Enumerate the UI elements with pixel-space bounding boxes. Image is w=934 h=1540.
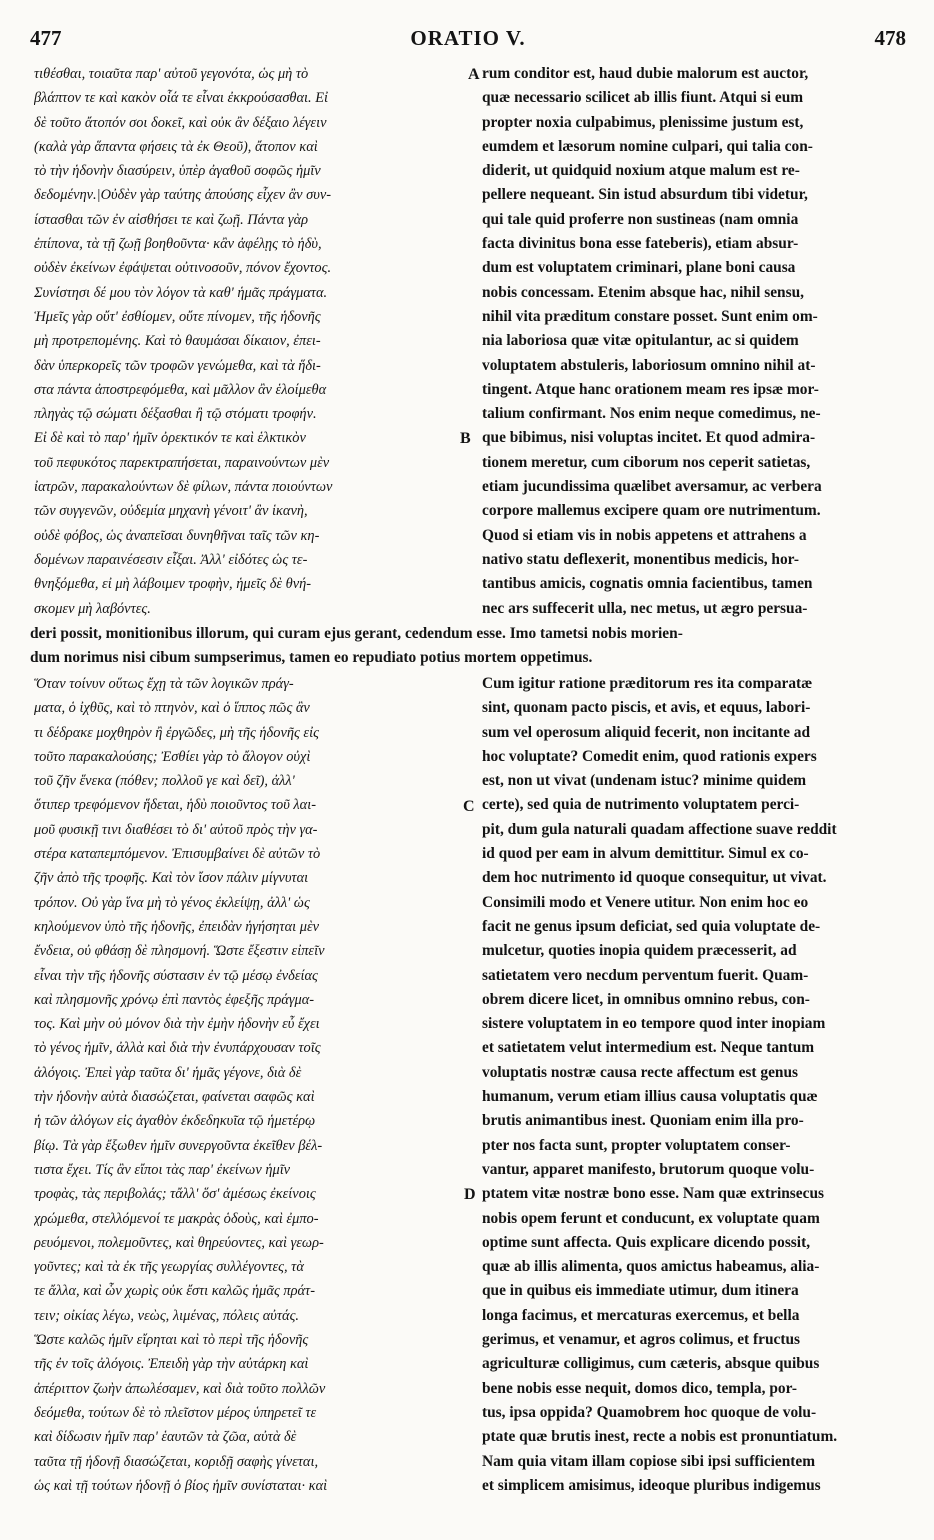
greek-text-line: χρώμεθα, στελλόμενοί τε μακρὰς ὁδοὺς, καὶ ἐμπο- bbox=[34, 1210, 319, 1227]
greek-text-line: ἐπίπονα, τὰ τῇ ζωῇ βοηθοῦντα· κἂν ἀφέλῃς τὸ ἡδὺ, bbox=[34, 236, 322, 253]
latin-text-line: ptate quæ brutis inest, recte a nobis est pronuntiatum. bbox=[482, 1428, 838, 1446]
greek-text-line: ἀλόγοις. Ἐπεὶ γὰρ ταῦτα δι' ἡμᾶς γέγονε, διὰ δὲ bbox=[34, 1064, 302, 1081]
latin-text-line: deri possit, monitionibus illorum, qui curam ejus gerant, cedendum esse. Imo tametsi nobis morien- bbox=[30, 625, 683, 642]
greek-text-line: τι δέδρακε μοχθηρὸν ἢ ἐργῶδες, μὴ τῆς ἡδονῆς εἰς bbox=[34, 724, 319, 741]
latin-text-line: et simplicem amisimus, ideoque pluribus indigemus bbox=[482, 1476, 821, 1494]
greek-column-top bbox=[34, 62, 466, 622]
greek-text-line: δομένων παραινέσεσιν εἶξαι. Ἀλλ' εἰδότες ὡς τε- bbox=[34, 551, 308, 568]
latin-text-line: tingent. Atque hanc orationem meam res ipsæ mor- bbox=[482, 380, 819, 398]
latin-text-line: sistere voluptatem in eo tempore quod inter inopiam bbox=[482, 1015, 826, 1033]
latin-text-line: nihil vita præditum constare posset. Sunt enim om- bbox=[482, 307, 818, 325]
latin-text-line: Consimili modo et Venere utitur. Non enim hoc eo bbox=[482, 893, 809, 911]
greek-text-line: ἡ τῶν ἀλόγων εἰς ἀγαθὸν ἐκδεδηκυῖα τῷ ἡμετέρῳ bbox=[34, 1113, 316, 1130]
greek-text-line: ζῆν ἀπὸ τῆς τροφῆς. Καὶ τὸν ἴσον πάλιν μίγνυται bbox=[34, 870, 309, 887]
latin-text-line: sint, quonam pacto piscis, et avis, et equus, labori- bbox=[482, 699, 811, 717]
latin-text-line: hoc voluptate? Comedit enim, quod rationis expers bbox=[482, 747, 817, 765]
greek-text-line: δεόμεθα, τούτων δὲ τὸ πλεῖστον μέρος ὑπηρετεῖ τε bbox=[34, 1404, 317, 1421]
greek-text-line: οὐδὲν ἐκείνων ἐφάψεται οὐτινοσοῦν, πόνον ἔχοντος. bbox=[34, 260, 332, 277]
latin-text-line: nec ars suffecerit ulla, nec metus, ut ægro persua- bbox=[482, 599, 808, 617]
latin-text-line: voluptatem abstuleris, laboriosum omnino nihil at- bbox=[482, 356, 816, 374]
greek-text-line: ταῦτα τῇ ἡδονῇ διασώζεται, κοριδῇ σαφὴς γίνεται, bbox=[34, 1453, 319, 1470]
greek-text-line: Ἡμεῖς γὰρ οὔτ' ἐσθίομεν, οὔτε πίνομεν, τῆς ἡδονῆς bbox=[34, 308, 321, 325]
latin-text-line: gerimus, et venamur, et agros colimus, et fructus bbox=[482, 1331, 801, 1349]
latin-text-line: vantur, apparet manifesto, brutorum quoque volu- bbox=[482, 1160, 815, 1178]
latin-text-line: et satietatem velut intermedium est. Neque tantum bbox=[482, 1039, 815, 1057]
margin-letter-c: C bbox=[463, 798, 475, 815]
latin-text-line: sum vel operosum aliquid fecerit, non incitante ad bbox=[482, 723, 811, 741]
greek-text-line: οὐδὲ φόβος, ὡς ἀναπεῖσαι δυνηθῆναι ταῖς τῶν κη- bbox=[34, 527, 320, 544]
latin-text-line: que in quibus eis immediate utimur, dum itinera bbox=[482, 1282, 799, 1300]
latin-text-line: optime sunt affecta. Quis explicare dicendo possit, bbox=[482, 1233, 811, 1251]
latin-text-line: rum conditor est, haud dubie malorum est auctor, bbox=[482, 65, 809, 82]
latin-text-line: dem hoc nutrimento id quoque consequitur, ut vivat. bbox=[482, 869, 827, 887]
margin-letter-a: A bbox=[468, 66, 480, 83]
latin-text-line: qui tale quid proferre non sustineas (nam omnia bbox=[482, 210, 799, 228]
greek-text-line: (καλὰ γὰρ ἅπαντα φήσεις τὰ ἐκ Θεοῦ), ἄτοπον καὶ bbox=[34, 138, 318, 155]
latin-text-line: dum est voluptatem criminari, plane boni causa bbox=[482, 259, 796, 277]
latin-text-line: talium confirmant. Nos enim neque comedimus, ne- bbox=[482, 405, 821, 423]
greek-text-line: τειν; οἰκίας λέγω, νεὼς, λιμένας, πόλεις αὐτάς. bbox=[34, 1307, 300, 1324]
greek-text-line: τῆς ἐν τοῖς ἀλόγοις. Ἐπειδὴ γὰρ τὴν αὐτάρκη καὶ bbox=[34, 1356, 309, 1373]
latin-text-line: voluptatis nostræ causa recte affectum est genus bbox=[482, 1063, 799, 1081]
greek-text-line: σκομεν μὴ λαβόντες. bbox=[34, 600, 151, 617]
latin-text-line: pellere nequeant. Sin istud absurdum tibi videtur, bbox=[482, 186, 808, 204]
greek-text-line: τρόπον. Οὐ γὰρ ἵνα μὴ τὸ γένος ἐκλείψῃ, ἀλλ' ὡς bbox=[34, 894, 310, 911]
latin-text-line: quæ necessario scilicet ab illis fiunt. Atqui si eum bbox=[482, 89, 804, 107]
greek-text-line: ἔνδεια, οὐ φθάσῃ δὲ πλησμονή. Ὥστε ἔξεστιν εἰπεῖν bbox=[34, 943, 325, 960]
running-title: ORATIO V. bbox=[410, 26, 526, 50]
greek-text-line: τιθέσθαι, τοιαῦτα παρ' αὐτοῦ γεγονότα, ὡς μὴ τὸ bbox=[34, 66, 309, 82]
greek-text-line: τὸ γένος ἡμῖν, ἀλλὰ καὶ διὰ τὴν ἐνυπάρχουσαν τοῖς bbox=[34, 1040, 321, 1057]
latin-text-line: nobis opem ferunt et conducunt, ex voluptate quam bbox=[482, 1209, 820, 1227]
greek-text-line: τιστα ἔχει. Τίς ἂν εἴποι τὰς παρ' ἐκείνων ἡμῖν bbox=[34, 1161, 291, 1178]
margin-letter-d: D bbox=[464, 1186, 476, 1203]
latin-text-line: est, non ut vivat (undenam istuc? minime quidem bbox=[482, 772, 807, 790]
latin-text-line: tionem meretur, cum ciborum nos ceperit satietas, bbox=[482, 453, 811, 471]
greek-text-line: τὸ τὴν ἡδονὴν διασύρειν, ὑπὲρ ἀγαθοῦ σοφῶς ἡμῖν bbox=[34, 163, 321, 180]
latin-text-line: nativo statu deflexerit, monentibus medicis, hor- bbox=[482, 550, 800, 568]
latin-text-line: facit ne genus ipsum deficiat, sed quia voluptate de- bbox=[482, 917, 821, 935]
latin-column-bottom bbox=[482, 672, 906, 1532]
latin-text-line: pter nos facta sunt, propter voluptatem conser- bbox=[482, 1136, 791, 1154]
latin-text-line: dum norimus nisi cibum sumpserimus, tamen eo repudiato potius mortem oppetimus. bbox=[30, 649, 593, 667]
greek-text-line: δὰν ὑπερκορεῖς τῶν τροφῶν γενώμεθα, καὶ τὰ ἥδι- bbox=[34, 357, 321, 374]
greek-text-line: δεδομένην.|Οὐδὲν γὰρ ταύτης ἀπούσης εἶχεν ἂν συν- bbox=[34, 187, 332, 204]
greek-text-line: μοῦ φυσικῇ τινι διαθέσει τὸ δι' αὐτοῦ πρὸς τὴν γα- bbox=[34, 821, 318, 838]
greek-text-line: δὲ τοῦτο ἄτοπόν σοι δοκεῖ, καὶ οὐκ ἂν δέξαιο λέγειν bbox=[34, 114, 327, 131]
greek-text-line: στέρα καταπεμπόμενον. Ἐπισυμβαίνει δὲ αὐτῶν τὸ bbox=[34, 846, 321, 863]
latin-text-line: diderit, ut quidquid noxium atque malum est re- bbox=[482, 162, 800, 180]
latin-column-top bbox=[482, 62, 906, 622]
greek-text-line: ρευόμενοι, πολεμοῦντες, καὶ θηρεύοντες, καὶ γεωρ- bbox=[34, 1234, 324, 1251]
latin-fullwidth-paragraph bbox=[30, 622, 910, 672]
latin-text-line: Cum igitur ratione præditorum res ita comparatæ bbox=[482, 675, 813, 692]
greek-text-line: βλάπτον τε καὶ κακὸν οἷά τε εἶναι ἐκκρούσασθαι. Εἰ bbox=[34, 90, 329, 107]
greek-text-line: τοῦτο παρακαλούσης; Ἐσθίει γὰρ τὸ ἄλογον οὐχὶ bbox=[34, 748, 311, 765]
page-header bbox=[30, 22, 906, 56]
greek-text-line: ἀπέριττον ζωὴν ἀπωλέσαμεν, καὶ διὰ τοῦτο πολλῶν bbox=[34, 1380, 326, 1397]
latin-text-line: humanum, verum etiam illius causa voluptatis quæ bbox=[482, 1088, 818, 1106]
latin-text-line: Nam quia vitam illam copiose sibi ipsi sufficientem bbox=[482, 1452, 816, 1470]
greek-text-line: τροφὰς, τὰς περιβολάς; τἄλλ' ὅσ' ἀμέσως ἐκείνοις bbox=[34, 1186, 316, 1203]
greek-text-line: Ὥστε καλῶς ἡμῖν εἴρηται καὶ τὸ περὶ τῆς ἡδονῆς bbox=[34, 1332, 309, 1349]
latin-text-line: obrem dicere licet, in omnibus omnino rebus, con- bbox=[482, 990, 810, 1008]
greek-text-line: μὴ προτρεπομένης. Καὶ τὸ θαυμάσαι δίκαιον, ἐπει- bbox=[34, 333, 321, 350]
greek-text-line: ίστασθαι τῶν ἐν αἰσθήσει τε καὶ ζωῇ. Πάντα γὰρ bbox=[34, 211, 309, 228]
greek-text-line: Ὅταν τοίνυν οὕτως ἔχῃ τὰ τῶν λογικῶν πράγ- bbox=[34, 676, 294, 692]
greek-text-line: εἶναι τὴν τῆς ἡδονῆς σύστασιν ἐν τῷ μέσῳ ἐνδείας bbox=[34, 967, 318, 984]
latin-text-line: pit, dum gula naturali quadam affectione suave reddit bbox=[482, 820, 837, 838]
latin-text-line: facta divinitus bona esse fateberis), etiam absur- bbox=[482, 235, 799, 253]
greek-text-line: βίῳ. Τὰ γὰρ ἔξωθεν ἡμῖν συνεργοῦντα ἐκεῖθεν βέλ- bbox=[34, 1137, 323, 1154]
latin-text-line: que bibimus, nisi voluptas incitet. Et quod admira- bbox=[482, 429, 816, 447]
greek-text-line: τὴν ἡδονὴν αὐτὰ διασώζεται, φαίνεται σαφῶς καὶ bbox=[34, 1089, 315, 1106]
greek-text-line: ὅτιπερ τρεφόμενον ἥδεται, ἡδὺ ποιοῦντος τοῦ λαι- bbox=[34, 797, 317, 814]
greek-text-line: κηλούμενον ὑπὸ τῆς ἡδονῆς, ἐπειδὰν ἡγήσηται μὲν bbox=[34, 918, 320, 935]
latin-text-line: propter noxia culpabimus, plenissime justum est, bbox=[482, 113, 804, 131]
latin-text-line: brutis animantibus inest. Quoniam enim illa pro- bbox=[482, 1112, 804, 1130]
latin-text-line: corpore mallemus excipere quam ore nutrimentum. bbox=[482, 502, 821, 520]
latin-text-line: nia laboriosa quæ vitæ opitulantur, ac si quidem bbox=[482, 332, 799, 350]
latin-text-line: etiam jucundissima quælibet aversamur, ac verbera bbox=[482, 478, 822, 496]
margin-letter-b: B bbox=[460, 430, 471, 447]
latin-text-line: certe), sed quia de nutrimento voluptatem perci- bbox=[482, 796, 800, 814]
greek-text-line: τοῦ πεφυκότος παρεκτραπήσεται, παραινούντων μὲν bbox=[34, 454, 330, 471]
page-number-right: 478 bbox=[874, 26, 906, 50]
latin-text-line: nobis concessam. Etenim absque hac, nihil sensu, bbox=[482, 283, 804, 301]
latin-text-line: Quod si etiam vis in nobis appetens et attrahens a bbox=[482, 526, 807, 544]
latin-text-line: longa facimus, et mercaturas exercemus, et bella bbox=[482, 1306, 800, 1324]
latin-text-line: mulcetur, quoties inopia quidem præcesserit, ad bbox=[482, 942, 797, 960]
latin-text-line: id quod per eam in alvum demittitur. Simul ex co- bbox=[482, 845, 809, 863]
latin-text-line: ptatem vitæ nostræ bono esse. Nam quæ extrinsecus bbox=[482, 1185, 824, 1203]
latin-text-line: tus, ipsa oppida? Quamobrem hoc quoque de volu- bbox=[482, 1403, 817, 1421]
greek-text-line: τος. Καὶ μὴν οὐ μόνον διὰ τὴν ἐμὴν ἡδονὴν εὖ ἔχει bbox=[34, 1016, 320, 1033]
greek-text-line: πληγὰς τῷ σώματι δέξασθαι ἢ τῷ στόματι τροφήν. bbox=[34, 406, 317, 423]
greek-text-line: τῶν συγγενῶν, οὐδεμία μηχανὴ γένοιτ' ἂν ἱκανὴ, bbox=[34, 503, 308, 520]
greek-text-line: τε ἄλλα, καὶ ὧν χωρὶς οὐκ ἔστι καλῶς ἡμᾶς πράτ- bbox=[34, 1283, 315, 1300]
latin-text-line: agriculturæ colligimus, cum cæteris, absque quibus bbox=[482, 1355, 820, 1373]
greek-text-line: στα πάντα ἀποστρεφόμεθα, καὶ μᾶλλον ἂν ἑλοίμεθα bbox=[34, 381, 327, 398]
latin-text-line: tantibus amicis, cognatis omnia facientibus, tamen bbox=[482, 575, 813, 593]
latin-text-line: quæ ab illis alimenta, quos amictus habeamus, alia- bbox=[482, 1258, 820, 1276]
greek-text-line: Εἰ δὲ καὶ τὸ παρ' ἡμῖν ὀρεκτικόν τε καὶ ἑλκτικὸν bbox=[34, 430, 306, 447]
greek-text-line: Συνίστησι δέ μου τὸν λόγον τὰ καθ' ἡμᾶς πράγματα. bbox=[34, 284, 328, 301]
greek-column-bottom bbox=[34, 672, 466, 1532]
latin-text-line: eumdem et læsorum nomine culpari, qui talia con- bbox=[482, 137, 813, 155]
greek-text-line: καὶ δίδωσιν ἡμῖν παρ' ἑαυτῶν τὰ ζῶα, αὐτὰ δὲ bbox=[34, 1429, 297, 1446]
greek-text-line: ἰατρῶν, παρακαλούντων δὲ φίλων, πάντα ποιούντων bbox=[34, 479, 333, 496]
greek-text-line: καὶ πλησμονῆς χρόνῳ ἐπὶ παντὸς ἐφεξῆς πράγμα- bbox=[34, 991, 315, 1008]
greek-text-line: γοῦντες; καὶ τὰ ἐκ τῆς γεωργίας συλλέγοντες, τὰ bbox=[34, 1259, 304, 1276]
page-number-left: 477 bbox=[30, 26, 62, 50]
latin-text-line: bene nobis esse nequit, domos dico, templa, por- bbox=[482, 1379, 797, 1397]
latin-text-line: satietatem vero necdum perventum fuerit. Quam- bbox=[482, 966, 809, 984]
greek-text-line: θνηξόμεθα, εἰ μὴ λάβοιμεν τροφὴν, ἡμεῖς δὲ θνή- bbox=[34, 576, 312, 593]
greek-text-line: τοῦ ζῆν ἕνεκα (πόθεν; πολλοῦ γε καὶ δεῖ), ἀλλ' bbox=[34, 773, 295, 790]
greek-text-line: ματα, ὁ ἰχθῦς, καὶ τὸ πτηνὸν, καὶ ὁ ἵππος πῶς ἂν bbox=[34, 700, 310, 717]
greek-text-line: ὡς καὶ τῇ τούτων ἡδονῇ ὁ βίος ἡμῖν συνίσταται· καὶ bbox=[34, 1477, 328, 1494]
